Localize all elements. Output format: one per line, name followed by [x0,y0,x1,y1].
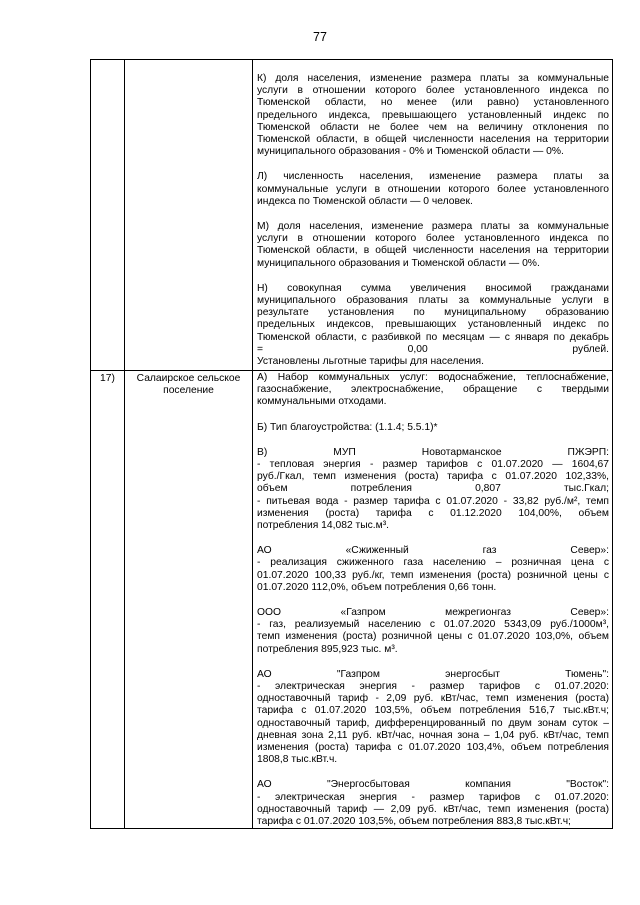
paragraph [257,607,609,656]
text-line: 01.07.2020 112,0%, объем потребления 0,66 тонн. [257,581,497,593]
paragraph [257,283,609,368]
tariff-table [90,59,613,829]
row-number-cell [91,60,125,371]
row-number [91,60,124,62]
page-number: 77 [313,30,327,44]
settlement-name [125,60,252,62]
text-line: объем потребления 0,807 тыс.Гкал; [257,483,609,495]
text-line: изменения (роста) тарифа с 01.12.2020 104,00%, объем [257,507,609,519]
text-line: темп изменения (роста) розничной цены с 01.07.2020 103,0%, объем [257,631,609,643]
text-line: 1808,8 тыс.кВт.ч. [257,754,338,766]
text-line: 01.07.2020 100,33 руб./кг, темп изменения (роста) розничной цены с [257,569,609,581]
text-line: В) МУП Новотарманское ПЖЭРП: [257,446,609,458]
paragraph [257,171,609,208]
description-cell [253,371,613,829]
paragraph [257,422,609,434]
text-line: одноставочный тариф, дифференцированный по двум зонам суток – [257,717,609,729]
text-line: = 0,00 рублей. [257,343,609,355]
text-line: дневная зона 2,11 руб. кВт/час, ночная зона – 1,04 руб. кВт/час, темп [257,729,609,741]
text-line: одноставочный тариф — 2,09 руб. кВт/час, темп изменения (роста) [257,803,609,815]
paragraph [257,779,609,828]
settlement-name-cell [125,371,253,829]
row-number-cell [91,371,125,829]
text-line: ООО «Газпром межрегионгаз Север»: [257,607,609,619]
text-line: М) доля населения, изменение размера платы за коммунальные [257,221,609,233]
text-line: руб./Гкал, темп изменения (роста) тарифа с 01.07.2020 102,33%, [257,471,609,483]
text-line: одноставочный тариф - 2,09 руб. кВт/час, темп изменения (роста) [257,693,609,705]
text-line: изменения (роста) тарифа с 01.07.2020 103,4%, объем потребления [257,742,609,754]
table-row [91,60,613,371]
text-line: АО "Газпром энергосбыт Тюмень": [257,668,609,680]
text-line: предельных индексов, превышающих установленный индекс по [257,319,609,331]
text-line: результате установления по муниципальному образованию [257,307,609,319]
text-line: АО "Энергосбытовая компания "Восток": [257,779,609,791]
text-line: муниципального образования - 0% и Тюменской области — 0%. [257,146,564,158]
text-line: Н) совокупная сумма увеличения вносимой гражданами [257,282,609,294]
text-line: - реализация сжиженного газа населению – розничная цена с [257,557,609,569]
text-line: потребления 895,923 тыс. м³. [257,643,398,655]
text-line: коммунальные услуги в отношении которого более установленного [257,183,609,195]
paragraph [257,447,609,532]
row-number: 17) [100,373,115,384]
text-line: индекса по Тюменской области — 0 человек. [257,195,473,207]
text-line: тарифа с 01.07.2020 103,5%, объем потребления 883,8 тыс.кВт.ч; [257,816,571,828]
text-line: Тюменской области, в общей численности населения на территории [257,245,609,257]
text-line: потребления 14,082 тыс.м³. [257,520,390,532]
text-line: предельного индекса, превышающего установленный индекс по [257,109,609,121]
text-line: Тюменской области, но менее (или равно) установленного [257,97,609,109]
text-line: - газ, реализуемый населению с 01.07.2020 5343,09 руб./1000м³, [257,619,609,631]
text-line: К) доля населения, изменение размера платы за коммунальные [257,73,609,84]
text-line: газоснабжение, электроснабжение, обращение с твердыми [257,384,609,396]
text-line: Тюменской области, с разбивкой по месяцам — с января по декабрь [257,331,609,343]
text-line: Л) численность населения, изменение размера платы за [257,171,609,183]
settlement-name: Салаирское сельское поселение [136,373,241,396]
paragraph [257,221,609,270]
text-line: Б) Тип благоустройства: (1.1.4; 5.5.1)* [257,421,438,433]
text-line: муниципального образования платы за коммунальные услуги в [257,295,609,307]
paragraph [257,669,609,767]
text-line: - питьевая вода - размер тарифа с 01.07.2020 - 33,82 руб./м², темп [257,495,609,507]
text-line: услуги в отношении которого более установленного индекса по [257,233,609,245]
text-line: коммунальными отходами. [257,396,387,408]
text-line: - тепловая энергия - размер тарифов с 01.07.2020 — 1604,67 [257,459,609,471]
text-line: тарифа с 01.07.2020 103,5%, объем потребления 516,7 тыс.кВт.ч; [257,705,609,717]
paragraph [257,60,609,158]
text-line: АО «Сжиженный газ Север»: [257,545,609,557]
text-line: услуги в отношении которого более установленного индекса по [257,85,609,97]
text-line: А) Набор коммунальных услуг: водоснабжение, теплоснабжение, [257,372,609,383]
settlement-name-cell [125,60,253,371]
text-line: - электрическая энергия - размер тарифов с 01.07.2020: [257,791,609,803]
text-line: - электрическая энергия - размер тарифов с 01.07.2020: [257,681,609,693]
text-line: Тюменской области не более чем на величину отклонения по [257,121,609,133]
text-line: муниципального образования и Тюменской области — 0%. [257,257,540,269]
paragraph [257,371,609,409]
text-line: Тюменской области, в общей численности населения на территории [257,134,609,146]
text-line: Установлены льготные тарифы для населения. [257,356,484,368]
paragraph [257,545,609,594]
table-row [91,371,613,829]
description-cell [253,60,613,371]
